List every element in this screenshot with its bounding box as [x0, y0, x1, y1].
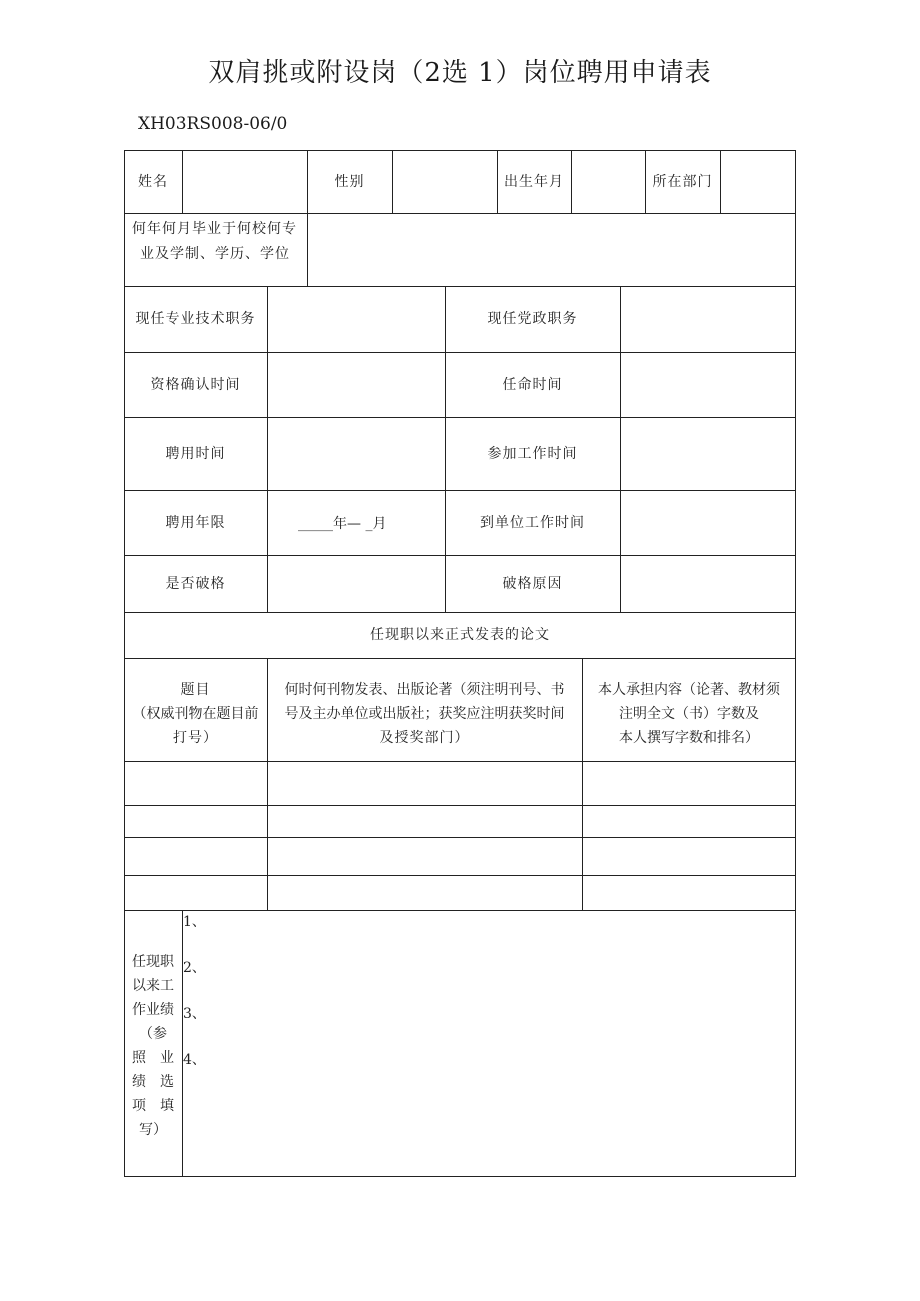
achievement-item-1: 1、	[183, 914, 206, 930]
department-field[interactable]	[721, 151, 795, 212]
papers-header-contribution-line2: 注明全文（书）字数及	[619, 706, 759, 722]
employment-time-field[interactable]	[268, 418, 444, 489]
papers-header-title-line1: 题目	[180, 682, 211, 698]
work-start-time-label: 参加工作时间	[487, 445, 578, 462]
exceptional-label: 是否破格	[165, 575, 226, 592]
papers-header-title-line3: 打号）	[173, 730, 218, 746]
exceptional-reason-label: 破格原因	[502, 575, 563, 592]
papers-header-publication-line1: 何时何刊物发表、出版论著（须注明刊号、书	[284, 682, 565, 698]
achievements-label-line6: 绩 选	[132, 1074, 174, 1090]
education-field[interactable]	[308, 214, 795, 285]
unit-work-time-label: 到单位工作时间	[480, 514, 585, 531]
current-tech-post-label: 现任专业技术职务	[135, 311, 256, 327]
paper-row-2[interactable]	[125, 806, 795, 836]
papers-header-title-line2: （权威刊物在题目前	[132, 706, 259, 722]
employment-term-field[interactable]: _____年— _月	[298, 516, 387, 532]
papers-section-title: 任现职以来正式发表的论文	[370, 627, 550, 643]
achievements-label-line3: 作业绩	[132, 1002, 174, 1018]
paper-row-1[interactable]	[125, 762, 795, 804]
current-party-post-field[interactable]	[621, 287, 795, 351]
papers-header-publication-line3: 及授奖部门）	[379, 730, 470, 746]
papers-header-contribution-line3: 本人撰写字数和排名）	[619, 730, 759, 746]
exceptional-field[interactable]	[268, 556, 444, 611]
education-label-line1: 何年何月毕业于何校何专	[132, 221, 297, 237]
work-start-time-field[interactable]	[621, 418, 795, 489]
appointment-time-label: 任命时间	[502, 376, 563, 393]
exceptional-reason-field[interactable]	[621, 556, 795, 611]
achievements-label-line5: 照 业	[132, 1050, 174, 1066]
birth-date-field[interactable]	[572, 151, 644, 212]
gender-field[interactable]	[393, 151, 496, 212]
employment-time-label: 聘用时间	[165, 445, 226, 462]
achievements-label-line1: 任现职	[132, 954, 174, 970]
achievements-label-line8: 写）	[139, 1122, 167, 1138]
achievement-item-3: 3、	[183, 1006, 206, 1022]
appointment-time-field[interactable]	[621, 353, 795, 416]
document-code: XH03RS008-06/0	[138, 114, 288, 134]
achievements-label-line2: 以来工	[132, 978, 174, 994]
achievements-label-line7: 项 填	[132, 1098, 174, 1114]
qualification-time-label: 资格确认时间	[150, 376, 241, 393]
papers-header-publication-line2: 号及主办单位或出版社；获奖应注明获奖时间	[284, 706, 565, 722]
qualification-time-field[interactable]	[268, 353, 444, 416]
current-party-post-label: 现任党政职务	[487, 311, 578, 327]
current-tech-post-field[interactable]	[268, 287, 444, 351]
form-title: 双肩挑或附设岗（2选 1）岗位聘用申请表	[208, 58, 712, 88]
achievement-item-2: 2、	[183, 960, 206, 976]
achievements-field[interactable]	[183, 911, 795, 1176]
achievements-label-line4: （参	[139, 1026, 167, 1042]
birth-date-label: 出生年月	[504, 173, 564, 190]
paper-row-3[interactable]	[125, 838, 795, 874]
gender-label: 性别	[334, 173, 365, 190]
name-label: 姓名	[138, 173, 168, 190]
education-label-line2: 业及学制、学历、学位	[140, 246, 290, 262]
name-field[interactable]	[183, 151, 306, 212]
papers-header-contribution-line1: 本人承担内容（论著、教材须	[598, 682, 780, 698]
paper-row-4[interactable]	[125, 876, 795, 909]
department-label: 所在部门	[652, 173, 713, 190]
employment-term-label: 聘用年限	[165, 514, 226, 531]
achievement-item-4: 4、	[183, 1052, 206, 1068]
unit-work-time-field[interactable]	[621, 491, 795, 554]
